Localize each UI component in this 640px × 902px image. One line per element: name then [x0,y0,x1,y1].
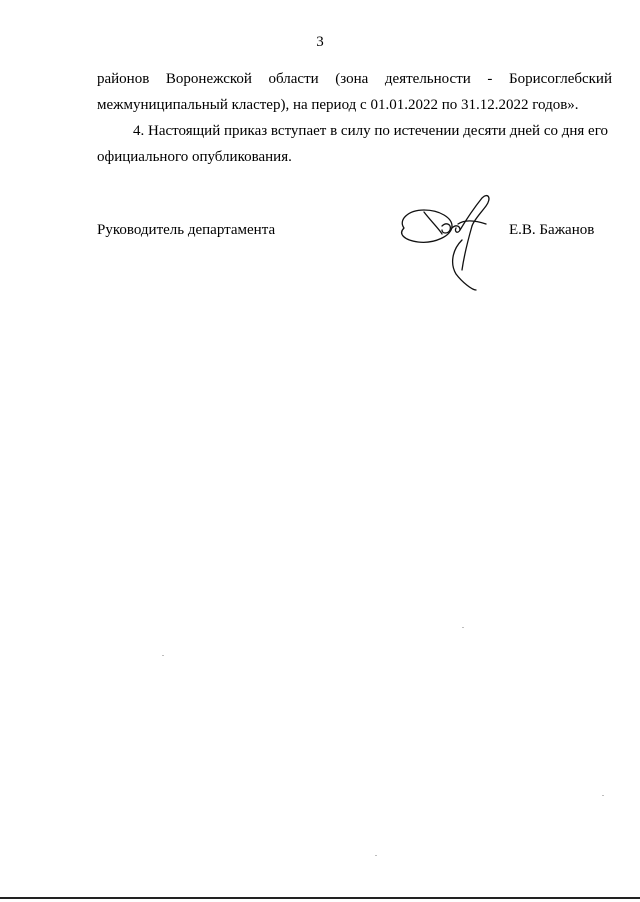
paragraph-kluster [97,66,612,118]
word: Воронежской [165,71,252,87]
word: (зона [335,71,369,87]
word: - [487,71,493,87]
paragraph-line: межмуниципальный кластер), на период с 01.01.2022 по 31.12.2022 годов». [97,97,579,113]
paragraph-line: 4. Настоящий приказ вступает в силу по истечении десяти дней со дня его [133,123,608,139]
signer-name: Е.В. Бажанов [509,222,595,238]
scan-speck [602,795,604,796]
handwritten-signature-icon [394,190,504,295]
paragraph-line: официального опубликования. [97,149,292,165]
position-title: Руководитель департамента [97,222,276,238]
word: районов [97,71,150,87]
word: деятельности [384,71,471,87]
scan-speck [462,627,464,628]
scan-speck [162,655,164,656]
paragraph-effective-date [97,118,612,170]
word: области [268,71,319,87]
word: Борисоглебский [509,71,612,87]
page-number: 3 [316,34,324,50]
bottom-scan-edge [0,897,640,899]
scan-speck [375,855,377,856]
paragraph-line-justified [97,66,612,92]
